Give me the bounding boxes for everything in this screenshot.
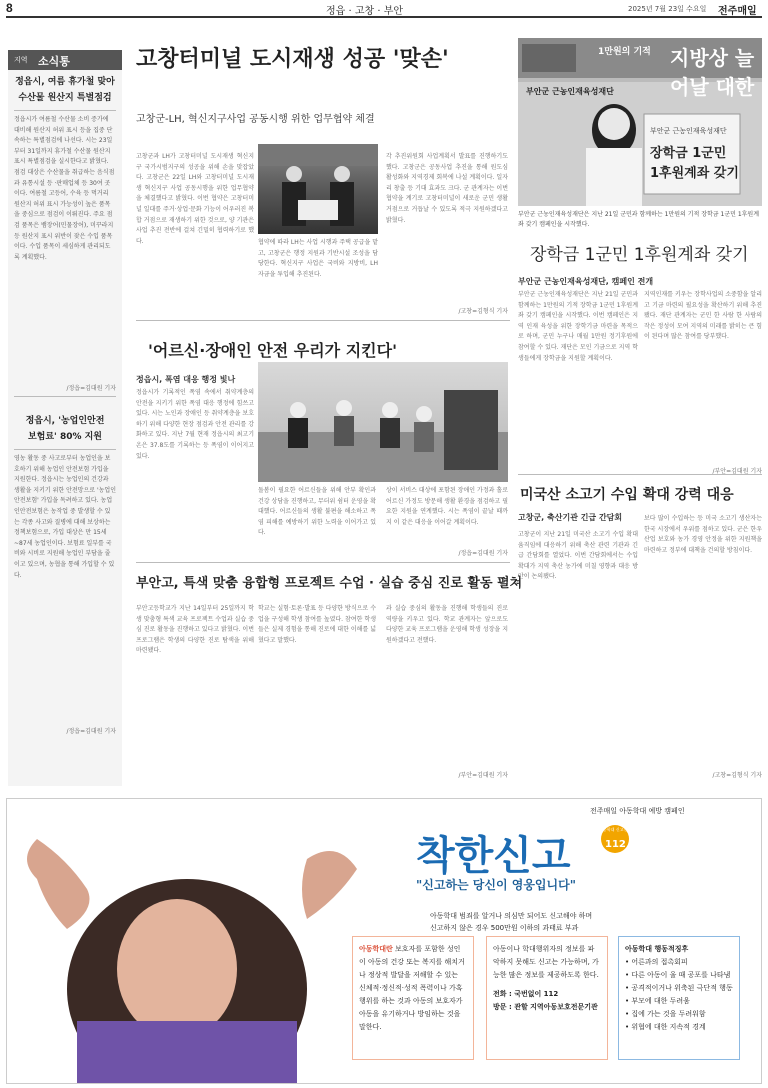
poster-line2: 1후원계좌 갖기: [650, 166, 739, 181]
divider: [14, 449, 116, 450]
box-definition: [352, 936, 474, 1060]
article4-col1: 부안고등학교가 지난 14일부터 25일까지 학생 맞춤형 특색 교육 프로젝트 수업과 실습 중심 진로 활동을 진행하고 있다고 밝혔다. 이번 프로그램은 학생의 다양한 진로 탐색을 위해 마련됐다.: [136, 605, 254, 655]
newspaper-name: 전주매일: [718, 6, 757, 17]
article4-byline: /부안=김대원 기자: [458, 772, 508, 779]
article1-photo: [258, 144, 378, 234]
section-name: 정읍 · 고창 · 부안: [326, 6, 404, 17]
sidebar-news1-title2: 수산물 원산지 특별점검: [18, 93, 112, 103]
article3-byline: /정읍=김대원 기자: [458, 550, 508, 557]
sidebar-news2-title1: 정읍시, '농업인안전: [25, 416, 105, 426]
box-report: [486, 936, 608, 1060]
ad-intro1: 아동학대 범죄를 알거나 의심만 되어도 신고해야 하며: [430, 912, 593, 920]
banner-mid-text: 지방상 늘어날 대한: [670, 46, 755, 99]
box3-title: 아동학대 행동적징후: [625, 945, 689, 953]
sidebar-news1-byline: /정읍=김대원 기자: [66, 385, 116, 392]
poster-line1: 장학금 1군민: [650, 146, 727, 161]
article3-subtitle: 정읍시, 폭염 대응 행정 빛나: [136, 375, 236, 384]
box3-item: • 다른 아동이 울 때 공포를 나타냄: [625, 971, 731, 979]
box1-body: 보호자를 포함한 성인이 아동의 건강 또는 복지를 해치거나 정상적 발달을 저해할 수 있는 신체적·정신적·성적 폭력이나 가혹행위를 하는 것과 아동의 보호자가 아동을 유기하거나 방임하는 것을 말한다.: [359, 945, 465, 1031]
ad-title: 착한신고: [416, 833, 571, 879]
article4-col2: 학교는 실험·토론·발표 등 다양한 방식으로 수업을 구성해 학생 참여를 높였다. 참여한 학생들은 실제 경험을 통해 진로에 대한 이해를 넓혔다고 말했다.: [258, 605, 376, 644]
ad-intro2: 신고하지 않은 경우 500만원 이하의 과태료 부과: [430, 924, 579, 932]
article2-headline: 장학금 1군민 1후원계좌 갖기: [530, 245, 749, 265]
divider: [14, 110, 116, 111]
article3-col3: 상이 서비스 대상에 포함된 장애인 가정과 홀로 어르신 가정도 방문해 생활 환경을 점검하고 필요한 지원을 연계했다. 시는 폭염이 끝날 때까지 이 같은 대응을 이어갈 계획이다.: [386, 487, 508, 526]
badge-number: 112: [605, 839, 626, 850]
article5-col2: 보다 많이 수입하는 등 미국 소고기 생산자는 한국 시장에서 우위를 점하고 있다. 군은 한우 산업 보호와 농가 경영 안정을 위한 지원책을 마련하고 정부에 대책을 건의할 방침이다.: [644, 515, 762, 554]
sidebar-header: [8, 50, 122, 70]
page-number: 8: [6, 1, 13, 15]
issue-date: 2025년 7월 23일 수요일: [628, 5, 707, 13]
article1-byline: /고창=김형식 기자: [458, 308, 508, 315]
box2-phone: 전화 : 국번없이 112: [493, 990, 559, 998]
sidebar-news2-byline: /정읍=김대원 기자: [66, 728, 116, 735]
badge-caption: 아동학대 신고전화: [599, 827, 632, 832]
sidebar-news2-title2: 보험료' 80% 지원: [27, 432, 103, 442]
article5-col1: 고창군이 지난 21일 미국산 소고기 수입 확대 움직임에 대응하기 위해 축산 관련 기관과 긴급 간담회를 열었다. 이번 간담회에서는 수입 확대가 지역 축산 농가에 미칠 영향과 대응 방안이 논의됐다.: [518, 531, 638, 581]
child-hiding-face-image: [7, 799, 387, 1084]
article5-byline: /고창=김형식 기자: [712, 772, 762, 779]
sidebar-news1-title1: 정읍시, 여름 휴가철 맞아: [15, 77, 115, 87]
divider: [518, 474, 762, 475]
article1-headline: 고창터미널 도시재생 성공 '맞손': [136, 47, 449, 72]
signing-ceremony-image: [258, 144, 378, 234]
banner-top-text: 1만원의 기적: [598, 47, 651, 57]
poster-org: 부안군 근농인재육성재단: [650, 127, 727, 135]
article1-subtitle: 고창군-LH, 혁신지구사업 공동시행 위한 업무협약 체결: [136, 114, 375, 125]
box3-item: • 부모에 대한 두려움: [625, 997, 690, 1005]
sidebar-news1-body: 정읍시가 여름철 수산물 소비 증가에 대비해 원산지 허위 표시 등을 집중 단속하는 특별점검에 나선다. 시는 23일부터 31일까지 휴가철 수산물 원산지 표시 특별점검을 실시한다고 밝혔다. 점검 대상은 수산물을 취급하는 음식점과 유통시설 등 ·판매업체 등 30여 곳이다. 여름철 고등어, 수육 등 먹거리 원산지 허위 표시 가능성이 높은 품목을 중심으로 점검이 이뤄진다. 주요 점검 품목은 뱀장어(민물장어), 미꾸라지 등 원산지 표시 위반이 잦은 수입 품목이다. 수입 품목이 세심하게 관리되도록 계획했다.: [14, 116, 115, 261]
banner-small-text: 부안군 근농인재육성재단: [526, 87, 614, 96]
box3-item: • 집에 가는 것을 두려워함: [625, 1010, 706, 1018]
box2-body: 아동이나 학대행위자의 정보를 파악하지 못해도 신고는 가능하며, 가능한 많은 정보를 제공하도록 한다.: [493, 945, 599, 979]
box2-visit: 방문 : 관할 지역아동보호전문기관: [493, 1003, 598, 1011]
article5-subtitle: 고창군, 축산기관 긴급 간담회: [518, 513, 623, 522]
sidebar-tag: 지역: [14, 56, 28, 64]
news-sidebar: [8, 50, 122, 786]
article5-headline: 미국산 소고기 수입 확대 강력 대응: [520, 487, 734, 503]
article1-col2: 협약에 따라 LH는 사업 시행과 주택 공급을 맡고, 고창군은 행정 지원과 기반시설 조성을 담당한다. 혁신지구 사업은 국비와 지방비, LH 자금을 투입해 추진된다.: [258, 239, 378, 278]
article2-col1: 부안군 근농인재육성재단은 지난 21일 군민과 함께하는 1만원의 기적 장학금 1군민 1후원계좌 갖기 캠페인을 시작했다. 이번 캠페인은 지역 인재 육성을 위한 장학기금 마련을 목적으로 하며, 군민 누구나 매월 1만원 정기후원에 참여할 수 있다. 재단은 모인 기금으로 지역 학생들에게 장학금을 지원할 계획이다.: [518, 291, 638, 362]
article4-headline: 부안고, 특색 맞춤 융합형 프로젝트 수업 · 실습 중심 진로 활동 펼쳐: [136, 576, 523, 591]
article2-caption: 부안군 근농인재육성재단은 지난 21일 군민과 함께하는 1만원의 기적 장학금 1군민 1후원계좌 갖기 캠페인을 시작했다.: [518, 211, 760, 228]
article1-col3: 각 추진위원회 사업계획서 발표를 진행하기도 했다. 고창군은 공동사업 추진을 통해 원도심 활성화와 지역경제 회복에 나설 계획이다. 일자리 창출 등 기대 효과도 크다. 군 관계자는 이번 협약을 계기로 고창터미널이 새로운 군민 생활 거점으로 거듭날 수 있도록 적극 지원하겠다고 밝혔다.: [386, 153, 508, 224]
ad-slogan: "신고하는 당신이 영웅입니다": [416, 878, 576, 892]
article4-col3: 과 실습 중심의 활동을 진행해 학생들의 진로 역량을 키우고 있다. 학교 관계자는 앞으로도 다양한 교육 프로그램을 운영해 학생 성장을 지원하겠다고 전했다.: [386, 605, 508, 644]
campaign-name: 전주매일 아동학대 예방 캠페인: [590, 807, 685, 815]
article2-col2: 지역인재를 키우는 장학사업의 소중함을 알리고 기금 마련의 필요성을 확산하기 위해 추진됐다. 재단 관계자는 군민 한 사람 한 사람의 작은 정성이 모여 지역의 미래를 밝히는 큰 힘이 된다며 많은 참여를 당부했다.: [644, 291, 762, 341]
box3-item: • 공격적이거나 위축된 극단적 행동: [625, 984, 733, 992]
article3-photo: [258, 362, 508, 482]
article1-col1: 고창군과 LH가 고창터미널 도시재생 혁신지구 국가시범지구의 성공을 위해 손을 맞잡았다. 고창군은 22일 LH와 고창터미널 도시재생 혁신지구 사업 공동시행을 위한 업무협약을 체결했다고 밝혔다. 이번 협약은 고창터미널 일대를 주거·상업·문화 기능이 어우러진 복합 거점으로 재생하기 위한 것으로, 양 기관은 사업 추진 전반에 걸쳐 긴밀히 협력하기로 했다.: [136, 153, 254, 245]
divider: [136, 562, 510, 563]
safety-check-image: [258, 362, 508, 482]
article2-byline: /부안=김대원 기자: [712, 468, 762, 475]
box3-item: • 어른과의 접촉회피: [625, 958, 688, 966]
divider: [136, 320, 510, 321]
sidebar-news2-body: 영농 활동 중 사고로부터 농업인을 보호하기 위해 농업인 안전보험 가입을 지원한다. 정읍시는 농업인의 건강과 생활을 지키기 위한 안전망으로 '농업인안전보험' 가입을 독려하고 있다. 농업인안전보험은 농작업 중 발생할 수 있는 각종 사고와 질병에 대해 보상하는 정책보험으로, 가입 대상은 만 15세~87세 농업인이다. 보험료 일부를 국비와 시비로 지원해 농업인 부담을 줄이고 있으며, 농협을 통해 가입할 수 있다.: [14, 455, 116, 579]
box1-title: 아동학대란: [359, 945, 393, 953]
box3-item: • 위협에 대한 지속적 경계: [625, 1023, 706, 1031]
box-signs: [618, 936, 740, 1060]
sidebar-name: 소식통: [38, 55, 70, 68]
article2-subtitle: 부안군 근농인재육성재단, 캠페인 전개: [518, 277, 654, 286]
divider: [14, 396, 116, 397]
article3-col2: 돌봄이 필요한 어르신들을 위해 안부 확인과 건강 상담을 진행하고, 무더위 쉼터 운영을 확대했다. 어르신들의 생활 불편을 해소하고 폭염 피해를 예방하기 위한 노력을 이어가고 있다.: [258, 487, 376, 537]
article3-headline: '어르신·장애인 안전 우리가 지킨다': [148, 341, 397, 360]
page-header: [6, 0, 762, 18]
article2-photo: [518, 38, 762, 206]
article3-col1: 정읍시가 기록적인 폭염 속에서 취약계층의 안전을 지키기 위한 폭염 대응 행정에 힘쓰고 있다. 시는 노인과 장애인 등 취약계층을 보호하기 위해 다양한 현장 점검과 안전 관리를 강화하고 있다. 지난 7월 현재 정읍시의 최고기온은 37.8도를 기록하는 등 폭염이 이어지고 있다.: [136, 389, 254, 460]
